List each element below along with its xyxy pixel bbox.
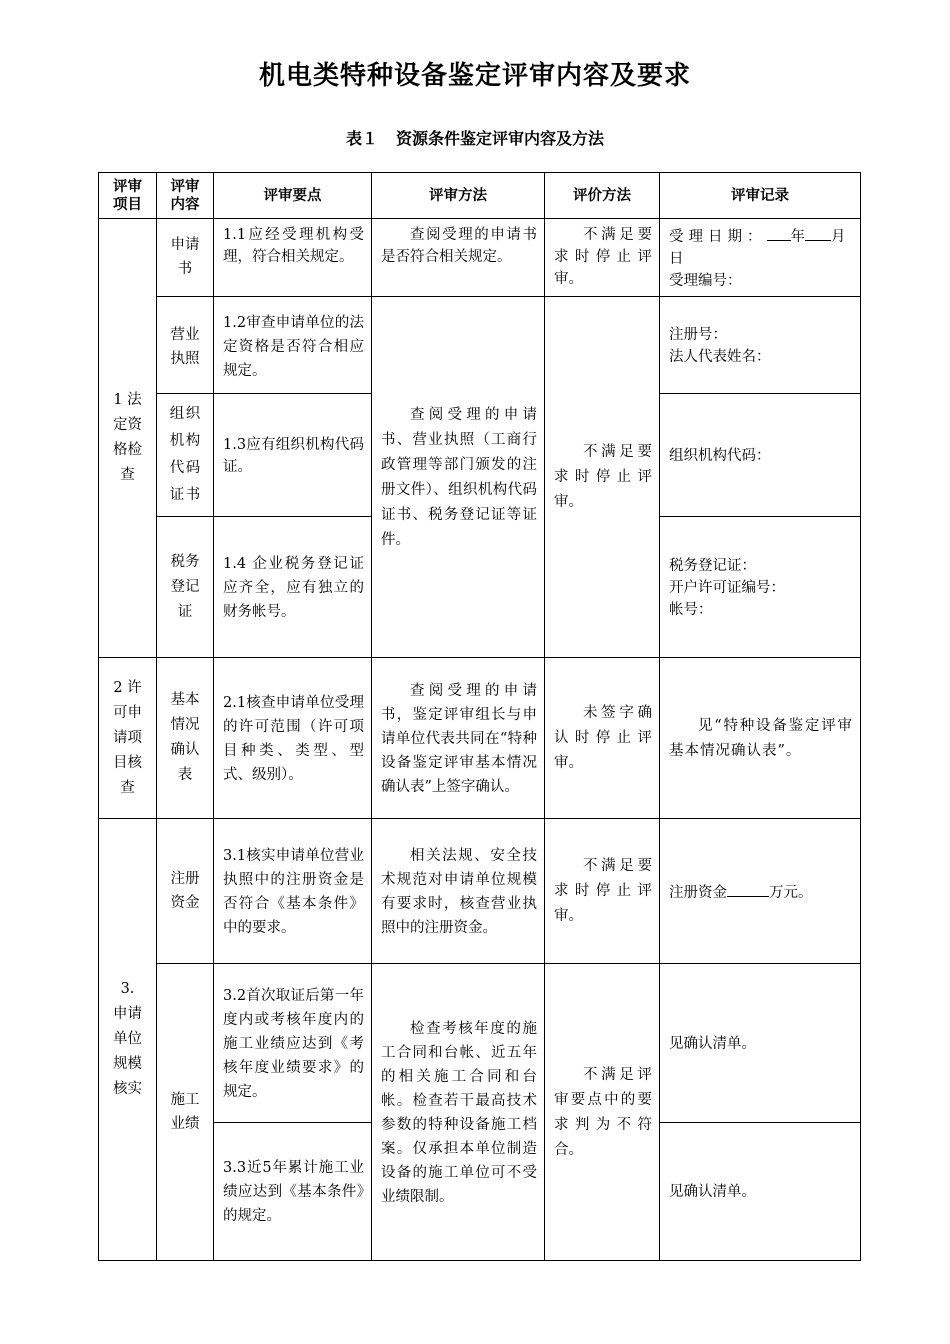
section3-point-3: 3.3近5年累计施工业绩应达到《基本条件》的规定。: [214, 1123, 372, 1261]
section3-evaluation-1: 不满足要求时停止评审。: [545, 819, 660, 964]
section1-point-2: 1.2审查申请单位的法定资格是否符合相应规定。: [214, 297, 372, 394]
section2-record: 见“特种设备鉴定评审基本情况确认表”。: [660, 658, 861, 819]
section3-point-2: 3.2首次取证后第一年度内或考核年度内的施工业绩应达到《考核年度业绩要求》的规定。: [214, 964, 372, 1123]
review-table: [98, 172, 861, 1261]
table-row: [99, 964, 861, 1123]
section1-shared-method: 查阅受理的申请书、营业执照（工商行政管理等部门颁发的注册文件）、组织机构代码证书、税务登记证等证件。: [372, 297, 545, 658]
section3-shared-evaluation: 不满足评审要点中的要求判为不符合。: [545, 964, 660, 1261]
section1-record-4: 税务登记证： 开户许可证编号： 帐号：: [660, 517, 861, 658]
section3-record-2: 见确认清单。: [660, 964, 861, 1123]
section1-method-1: 查阅受理的申请书是否符合相关规定。: [372, 219, 545, 297]
table-row: [99, 658, 861, 819]
section1-evaluation-1: 不满足要求时停止评审。: [545, 219, 660, 297]
section3-shared-method: 检查考核年度的施工合同和台帐、近五年的相关施工合同和台帐。检查若干最高技术参数的特种设备施工档案。仅承担本单位制造设备的施工单位可不受业绩限制。: [372, 964, 545, 1261]
header-evaluation: 评价方法: [545, 173, 660, 219]
header-item: 评审项目: [99, 173, 157, 219]
section3-point-1: 3.1核实申请单位营业执照中的注册资金是否符合《基本条件》中的要求。: [214, 819, 372, 964]
header-method: 评审方法: [372, 173, 545, 219]
table-label: 表１: [345, 129, 378, 148]
section3-item: 3. 申请单位规模核实: [99, 819, 157, 1261]
section2-item: 2 许可申请项目核查: [99, 658, 157, 819]
section3-record-1: 注册资金 万元。: [660, 819, 861, 964]
section1-point-1: 1.1应经受理机构受理，符合相关规定。: [214, 219, 372, 297]
section1-content-application: 申请书: [157, 219, 214, 297]
section1-item: 1 法定资格检查: [99, 219, 157, 658]
section1-point-4: 1.4 企业税务登记证应齐全，应有独立的财务帐号。: [214, 517, 372, 658]
table-caption: [0, 126, 950, 149]
section1-record-1: 受理日期： 年 月 日 受理编号：: [660, 219, 861, 297]
section2-content: 基本情况确认表: [157, 658, 214, 819]
table-title: 资源条件鉴定评审内容及方法: [396, 129, 605, 148]
section1-record-3: 组织机构代码：: [660, 394, 861, 517]
header-points: 评审要点: [214, 173, 372, 219]
table-row: [99, 219, 861, 297]
document-title: 机电类特种设备鉴定评审内容及要求: [258, 61, 691, 91]
section1-content-tax: 税务登记证: [157, 517, 214, 658]
section2-evaluation: 未签字确认时停止评审。: [545, 658, 660, 819]
section1-content-orgcode: 组织机构代码证书: [157, 394, 214, 517]
section1-content-license: 营业执照: [157, 297, 214, 394]
section1-point-3: 1.3应有组织机构代码证。: [214, 394, 372, 517]
table-row: [99, 297, 861, 394]
section3-method-1: 相关法规、安全技术规范对申请单位规模有要求时，核查营业执照中的注册资金。: [372, 819, 545, 964]
section1-shared-evaluation: 不满足要求时停止评审。: [545, 297, 660, 658]
header-content: 评审内容: [157, 173, 214, 219]
section3-content-performance: 施工业绩: [157, 964, 214, 1261]
section3-record-3: 见确认清单。: [660, 1123, 861, 1261]
section3-content-capital: 注册资金: [157, 819, 214, 964]
header-record: 评审记录: [660, 173, 861, 219]
section2-method: 查阅受理的申请书，鉴定评审组长与申请单位代表共同在“特种设备鉴定评审基本情况确认表”上签字确认。: [372, 658, 545, 819]
table-header-row: [99, 173, 861, 219]
table-row: [99, 819, 861, 964]
section2-point: 2.1核查申请单位受理的许可范围（许可项目种类、类型、型式、级别）。: [214, 658, 372, 819]
section1-record-2: 注册号： 法人代表姓名：: [660, 297, 861, 394]
